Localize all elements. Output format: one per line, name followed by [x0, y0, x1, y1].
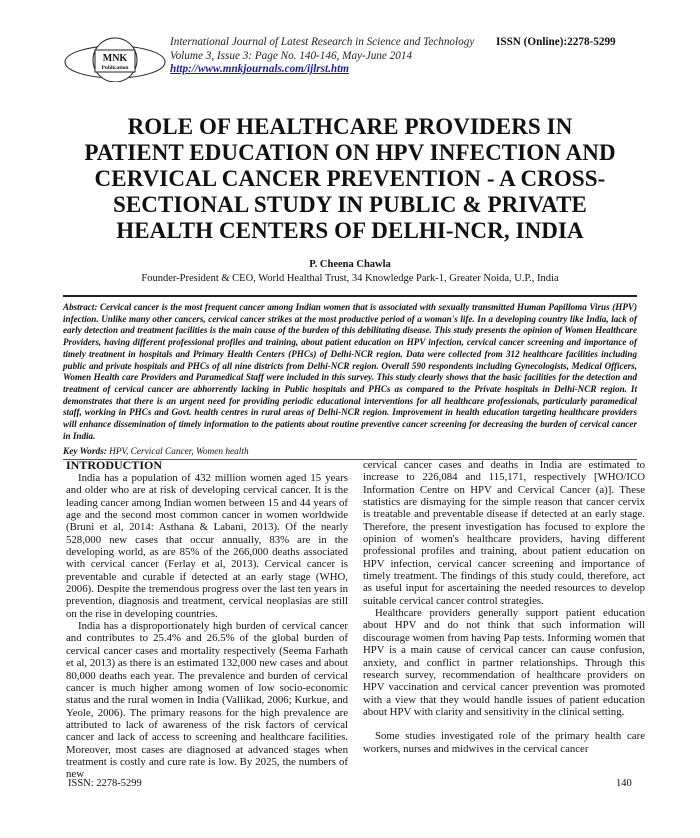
paragraph: cervical cancer cases and deaths in India are estimated to increase to 226,084 and 115,171, respectively [WHO/ICO Information Centre on HPV and Cervical Cancer (a)]. These statistics are dismaying for the simple reason that cancer cervix is treatable and preventable disease if detected at an early stage. Therefore, the present investigation has focused to explore the opinion of women's healthcare providers, having different professional profiles and training, about patient education on HPV infection, cervical cancer screening and importance of timely treatment. The findings of this study could, therefore, act as useful input for ascertaining the needed resources to develop suitable cervical cancer control strategies. — [363, 459, 645, 607]
author-name: P. Cheena Chawla — [309, 259, 391, 270]
mnk-logo-icon — [63, 34, 167, 82]
title-line: PATIENT EDUCATION ON HPV INFECTION AND — [84, 140, 616, 165]
keywords-label: Key Words: — [63, 447, 107, 457]
publisher-logo — [63, 34, 167, 82]
volume-info: Volume 3, Issue 3: Page No. 140-146, May-June 2014 — [170, 49, 413, 62]
issn-online: ISSN (Online):2278-5299 — [496, 36, 616, 48]
title-line: HEALTH CENTERS OF DELHI-NCR, INDIA — [116, 218, 584, 243]
title-line: CERVICAL CANCER PREVENTION - A CROSS- — [94, 166, 606, 191]
paragraph: India has a disproportionately high burden of cervical cancer and contributes to 25.4% and 26.5% of the global burden of cervical cancer cases and mortality respectively (Seema Farhath et al, 2013) as there is an estimated 132,000 new cases and about 80,000 deaths each year. The prevalence and burden of cervical cancer is much higher among women of low socio-economic status and the rural women in India (Vallikad, 2006; Kurkue, and Yeole, 2006). The primary reasons for the high prevalence are attributed to lack of awareness of the risk factors of cervical cancer and lack of access to screening and healthcare facilities. Moreover, most cases are diagnosed at advanced stages when treatment is costly and cure rate is low. By 2025, the numbers of new — [66, 620, 348, 781]
paper-title — [60, 114, 640, 244]
left-column — [66, 459, 348, 781]
journal-name: International Journal of Latest Research in Science and Technology — [170, 36, 475, 48]
paragraph: Healthcare providers generally support patient education about HPV and do not think that such information will discourage women from having Pap tests. Informing women that HPV is a main cause of cervical cancer can cause confusion, anxiety, and conflict in partner relationships. Through this research survey, recommendation of healthcare providers on HPV vaccination and cervical cancer prevention was promoted with a view that they would handle issues of patient education about HPV with clarity and sensitivity in the clinical setting. — [363, 607, 645, 718]
footer-issn: ISSN: 2278-5299 — [68, 778, 142, 789]
journal-url-link[interactable]: http://www.mnkjournals.com/ijlrst.htm — [170, 63, 349, 75]
section-heading: INTRODUCTION — [66, 458, 163, 472]
abstract: Abstract: Cervical cancer is the most frequent cancer among Indian women that is associated with sexually transmitted Human Papilloma Virus (HPV) infection. Unlike many other cancers, cervical cancer strikes at the most productive period of a woman's life. In a developing country like India, lack of early detection and treatment facilities is the main cause of the burden of this debilitating disease. This study presents the opinion of Women Healthcare Providers, having different professional profiles and training, about patient education on HPV infection, cervical cancer screening and importance of timely treatment in hospitals and Primary Health Centers (PHCs) of Delhi-NCR region. Data were collected from 312 healthcare facilities including public and private hospitals and PHCs of all nine districts from Delhi-NCR region. Overall 590 respondents including Gynecologists, Medical Officers, Women Health care Providers and Paramedical Staff were included in this survey. This study clearly shows that the basic facilities for the detection and treatment of cervical cancer are abhorrently lacking in Public hospitals and PHCs as compared to the Private hospitals in Delhi-NCR region. It demonstrates that there is an urgent need for providing periodic educational interventions for all healthcare professionals, particularly paramedical staff, working in PHCs and Govt. health centres in rural areas of Delhi-NCR region. Improvement in health education targeting healthcare providers will enhance dissemination of timely information to the patients about routine preventive cancer screening for decreasing the burden of cervical cancer in India. — [63, 302, 637, 441]
author-affiliation: Founder-President & CEO, World Healthal Trust, 34 Knowledge Park-1, Greater Noida, U.P., India — [141, 273, 559, 284]
paragraph: India has a population of 432 million women aged 15 years and older who are at risk of developing cervical cancer. It is the leading cancer among Indian women between 15 and 44 years of age and the second most common cancer in women worldwide (Bruni et al, 2014: Asthana & Labani, 2013). Of the nearly 528,000 new cases that occur annually, 83% are in the developing world, as are 85% of the 266,000 deaths associated with cervical cancer (Ferlay et al, 2013). Cervical cancer is preventable and curable if detected at an early stage (WHO, 2006). Despite the tremendous progress over the last ten years in prevention, diagnosis and treatment, cervical neoplasias are still on the rise in developing countries. — [66, 472, 348, 620]
keywords — [63, 447, 249, 457]
paragraph: Some studies investigated role of the primary health care workers, nurses and midwives in the cervical cancer — [363, 730, 645, 755]
divider — [63, 295, 637, 297]
page-number: 140 — [616, 778, 632, 789]
title-line: SECTIONAL STUDY IN PUBLIC & PRIVATE — [112, 192, 588, 217]
right-column — [363, 459, 645, 755]
logo-text-bottom: Publication — [101, 65, 129, 71]
keywords-value: HPV, Cervical Cancer, Women health — [106, 447, 249, 457]
title-line: ROLE OF HEALTHCARE PROVIDERS IN — [127, 114, 573, 139]
logo-text-top: MNK — [102, 53, 128, 64]
journal-header — [170, 36, 474, 77]
